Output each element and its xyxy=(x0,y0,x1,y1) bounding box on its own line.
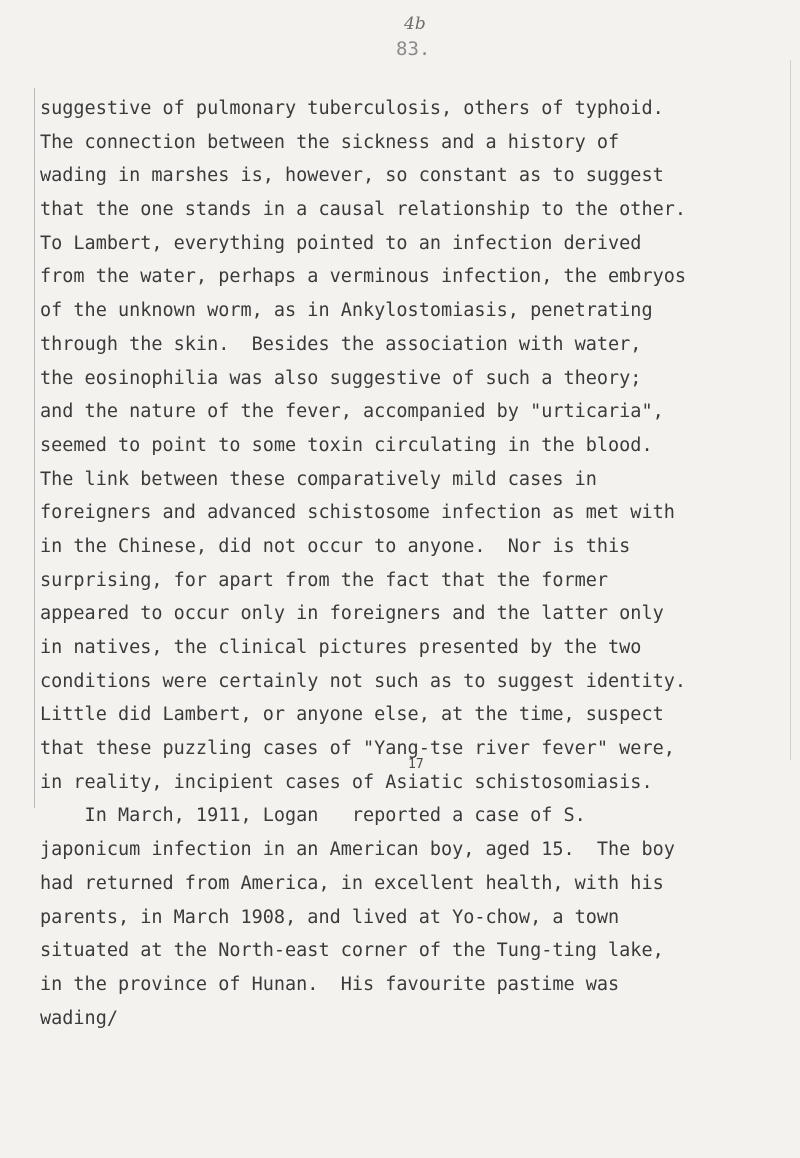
text-line: in the province of Hunan. His favourite pastime was xyxy=(40,973,620,995)
text-line: of the unknown worm, as in Ankylostomiasis, penetrating xyxy=(40,300,653,322)
text-line: that these puzzling cases of "Yang-tse river fever" were, xyxy=(40,738,675,760)
text-line: had returned from America, in excellent health, with his xyxy=(40,872,664,894)
text-line: The connection between the sickness and a history of xyxy=(40,131,620,153)
text-line: from the water, perhaps a verminous infection, the embryos xyxy=(40,266,687,288)
typed-text-body xyxy=(40,92,780,1035)
text-line: wading/ xyxy=(40,1007,118,1029)
text-line: japonicum infection in an American boy, aged 15. The boy xyxy=(40,839,675,861)
text-line: foreigners and advanced schistosome infection as met with xyxy=(40,502,675,524)
text-line: Little did Lambert, or anyone else, at the time, suspect xyxy=(40,704,664,726)
handwritten-page-mark: 4b xyxy=(404,14,426,34)
text-line: To Lambert, everything pointed to an infection derived xyxy=(40,232,642,254)
text-line: parents, in March 1908, and lived at Yo-chow, a town xyxy=(40,906,620,928)
text-line: wading in marshes is, however, so constant as to suggest xyxy=(40,165,664,187)
text-line: and the nature of the fever, accompanied by "urticaria", xyxy=(40,401,664,423)
footnote-reference: 17 xyxy=(408,757,424,772)
text-line: appeared to occur only in foreigners and the latter only xyxy=(40,603,664,625)
text-line: that the one stands in a causal relationship to the other. xyxy=(40,199,687,221)
text-line: in natives, the clinical pictures presented by the two xyxy=(40,637,642,658)
text-line: suggestive of pulmonary tuberculosis, others of typhoid. xyxy=(40,98,664,119)
text-line: in the Chinese, did not occur to anyone. Nor is this xyxy=(40,535,631,557)
text-line: The link between these comparatively mild cases in xyxy=(40,468,597,490)
text-line: conditions were certainly not such as to suggest identity. xyxy=(40,670,687,692)
left-margin-rule xyxy=(34,88,35,808)
text-line: in reality, incipient cases of Asiatic schistosomiasis. xyxy=(40,771,653,793)
text-line: In March, 1911, Logan reported a case of S. xyxy=(40,805,586,827)
text-line: seemed to point to some toxin circulating in the blood. xyxy=(40,434,653,456)
text-line: through the skin. Besides the association with water, xyxy=(40,333,642,355)
text-line: surprising, for apart from the fact that the former xyxy=(40,569,609,591)
right-edge-rule xyxy=(790,60,791,760)
text-line: the eosinophilia was also suggestive of such a theory; xyxy=(40,367,642,389)
page-number: 83. xyxy=(396,38,431,60)
text-line: situated at the North-east corner of the Tung-ting lake, xyxy=(40,940,664,962)
